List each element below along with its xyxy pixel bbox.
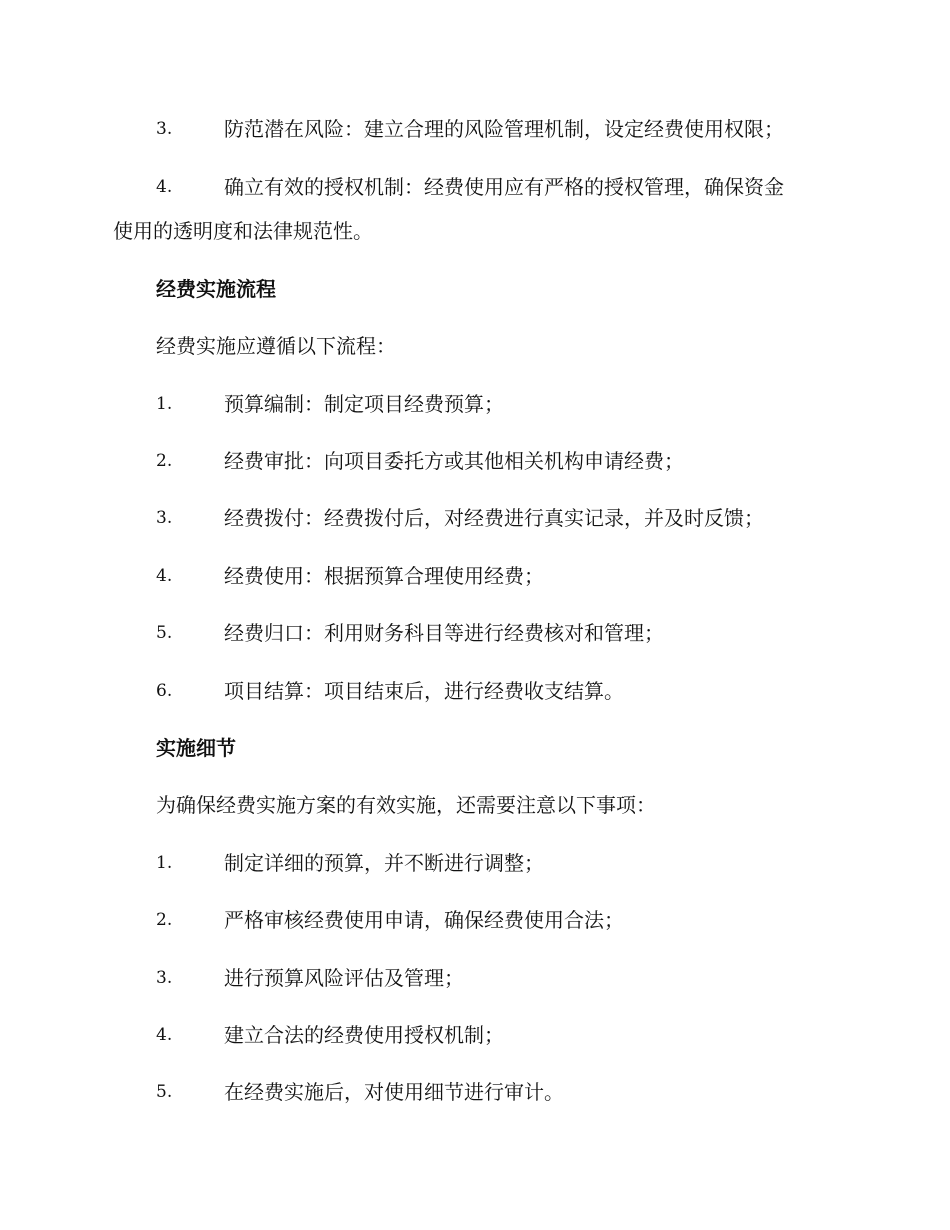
list-item-number: 4. [156, 566, 173, 586]
list-item-number: 1. [156, 853, 173, 873]
list-item-number: 3. [156, 508, 173, 528]
list-item-text: 项目结算：项目结束后，进行经费收支结算。 [224, 679, 624, 703]
list-item-text: 经费拨付：经费拨付后，对经费进行真实记录，并及时反馈； [224, 506, 764, 530]
list-item-text: 经费使用：根据预算合理使用经费； [224, 564, 544, 588]
list-item-text: 制定详细的预算，并不断进行调整； [224, 851, 544, 875]
section-heading: 实施细节 [156, 736, 236, 760]
list-item-text: 预算编制：制定项目经费预算； [224, 392, 504, 416]
list-item-text: 严格审核经费使用申请，确保经费使用合法； [224, 908, 624, 932]
section-intro: 为确保经费实施方案的有效实施，还需要注意以下事项： [156, 793, 656, 817]
list-item-number: 1. [156, 394, 173, 414]
list-item-text: 在经费实施后，对使用细节进行审计。 [224, 1080, 564, 1104]
list-item-number: 6. [156, 681, 173, 701]
list-item-continuation: 使用的透明度和法律规范性。 [113, 219, 373, 243]
list-item-number: 3. [156, 119, 173, 139]
section-intro: 经费实施应遵循以下流程： [156, 334, 396, 358]
list-item-text: 进行预算风险评估及管理； [224, 966, 464, 990]
list-item-number: 5. [156, 623, 173, 643]
section-heading: 经费实施流程 [156, 277, 276, 301]
list-item-number: 4. [156, 177, 173, 197]
list-item-number: 2. [156, 910, 173, 930]
list-item-text: 建立合法的经费使用授权机制； [224, 1023, 504, 1047]
list-item-number: 5. [156, 1082, 173, 1102]
list-item-text: 确立有效的授权机制：经费使用应有严格的授权管理，确保资金 [224, 175, 784, 199]
list-item-number: 4. [156, 1025, 173, 1045]
list-item-text: 防范潜在风险：建立合理的风险管理机制，设定经费使用权限； [224, 117, 784, 141]
list-item-text: 经费归口：利用财务科目等进行经费核对和管理； [224, 621, 664, 645]
list-item-number: 3. [156, 968, 173, 988]
list-item-text: 经费审批：向项目委托方或其他相关机构申请经费； [224, 449, 684, 473]
list-item-number: 2. [156, 451, 173, 471]
